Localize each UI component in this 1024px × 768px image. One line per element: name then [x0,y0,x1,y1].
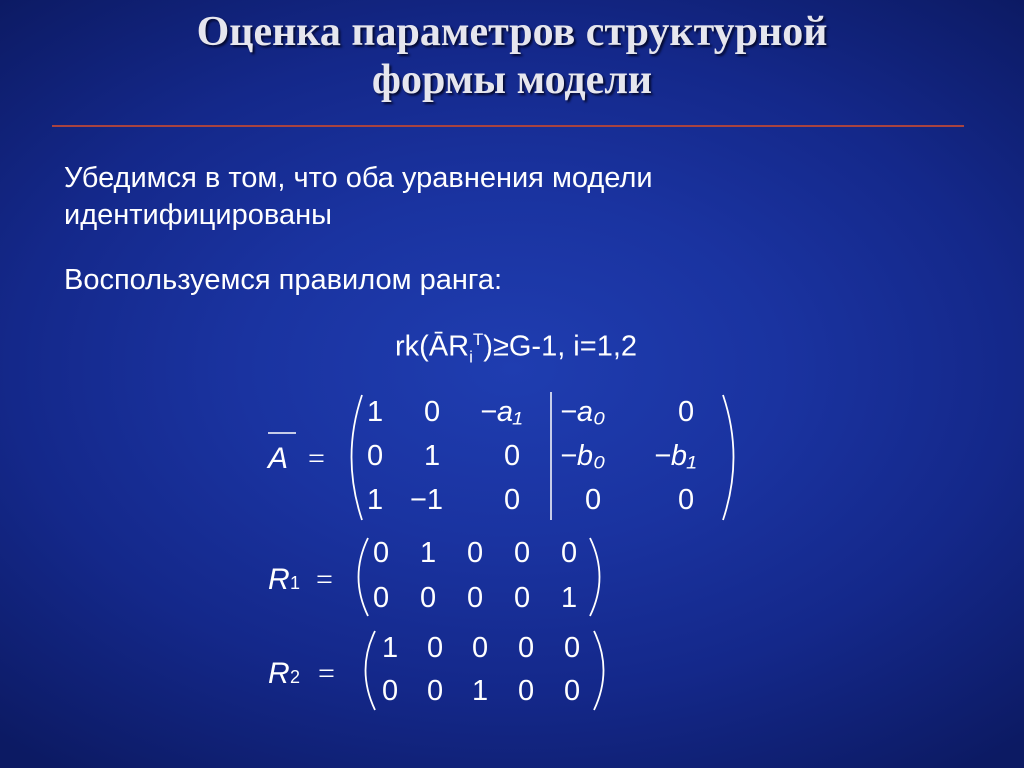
matrix-a-cell: −b₀ [560,440,606,472]
matrix-r1-cell: 1 [561,582,578,614]
matrix-r2 [268,631,604,710]
matrix-r2-cell: 1 [382,632,399,664]
paragraph-rank-rule: Воспользуемся правилом ранга: [64,264,503,296]
paragraph-1-line-1: Убедимся в том, что оба уравнения модели [64,162,653,194]
matrix-a-label: A [268,442,289,475]
matrix-r2-cell: 0 [518,675,535,707]
matrix-r2-cell: 1 [472,675,489,707]
title-line-1: Оценка параметров структурной [196,9,828,55]
matrix-a-cell: 0 [678,484,695,516]
matrix-r1-cell: 0 [514,582,531,614]
matrix-r1-right-paren [590,538,600,616]
matrix-r1-cell: 1 [420,537,437,569]
matrix-a-cell: 0 [504,484,521,516]
formula-prefix: rk(ĀR [395,330,470,363]
matrix-a-cell: −a₀ [560,396,606,428]
matrix-a-cell: −1 [410,484,444,516]
matrix-r2-label: R [268,657,290,690]
matrix-r1-cell: 0 [420,582,437,614]
matrix-r2-right-paren [594,631,604,710]
matrix-r2-cell: 0 [564,632,581,664]
matrix-r2-cell: 0 [427,675,444,707]
matrix-r1-label: R [268,563,290,596]
matrix-a-cell: 1 [367,484,384,516]
matrix-r2-equals: = [318,657,335,690]
paragraph-1-line-2: идентифицированы [64,199,332,231]
matrix-a-cell: 0 [678,396,695,428]
matrix-r1-left-paren [359,538,369,616]
matrix-a-cell: 0 [585,484,602,516]
matrix-a-cell: 0 [504,440,521,472]
matrix-a-cell: −a₁ [480,396,523,428]
matrix-r2-left-paren [366,631,376,710]
matrix-a-cell: −b₁ [654,440,697,472]
matrix-r2-cell: 0 [472,632,489,664]
matrix-r1-cell: 0 [373,582,390,614]
matrix-a-right-paren [723,395,734,520]
matrix-r1-cell: 0 [373,537,390,569]
matrix-r1-cell: 0 [467,582,484,614]
matrix-a-left-paren [352,395,363,520]
formula-superscript: T [472,330,484,349]
formula-suffix: )≥G-1, i=1,2 [483,330,638,363]
matrix-r2-subscript: 2 [290,667,301,687]
matrix-r1-cell: 0 [514,537,531,569]
matrix-r1-subscript: 1 [290,573,301,593]
matrix-r1-cell: 0 [467,537,484,569]
matrix-r2-cell: 0 [518,632,535,664]
matrix-a [266,392,734,520]
matrix-r2-cell: 0 [382,675,399,707]
matrix-r1 [268,537,600,616]
matrix-a-equals: = [308,442,325,475]
matrix-r1-equals: = [316,563,333,596]
matrix-a-cell: 0 [424,396,441,428]
matrix-a-cell: 1 [367,396,384,428]
matrix-r1-cell: 0 [561,537,578,569]
matrix-a-cell: 1 [424,440,441,472]
matrix-r2-cell: 0 [564,675,581,707]
title-line-2: формы модели [371,57,653,103]
formula-subscript: i [469,347,473,367]
matrix-r2-cell: 0 [427,632,444,664]
matrix-a-cell: 0 [367,440,384,472]
